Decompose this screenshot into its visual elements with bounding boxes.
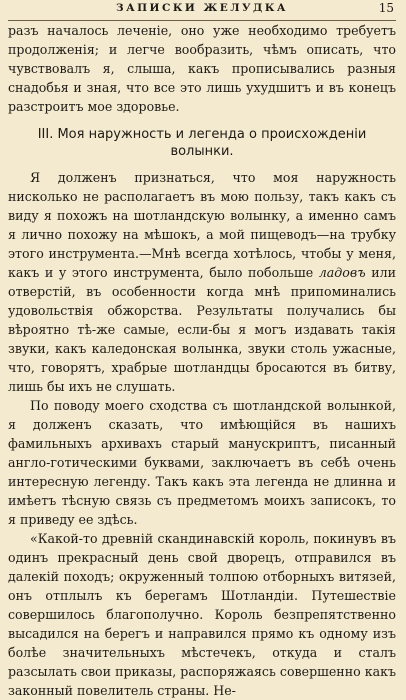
paragraph-manuscript: По поводу моего сходства съ шотландской волынкой, я долженъ сказать, что имѣющійся въ нашихъ фамильныхъ архивахъ старый манускриптъ, писанный англо-готическими буквами, заключаетъ въ себѣ очень интересную легенду. Такъ какъ эта легенда не длинна и имѣетъ тѣсную связь съ предметомъ моихъ записокъ, то я приведу ее здѣсь. xyxy=(8,398,396,527)
page-body xyxy=(8,21,396,700)
paragraph-text: Я долженъ признаться, что моя наружность нисколько не располагаетъ въ мою пользу, такъ какъ съ виду я похожъ на шотландскую волынку, а именно самъ я лично похожу на мѣшокъ, а мой пищеводъ—на трубку этого инструмента.—Мнѣ всегда хотѣлось, чтобы у меня, какъ и у этого инструмента, было побольше xyxy=(8,170,396,280)
paragraph-legend: «Какой-то древній скандинавскій король, покинувъ въ одинъ прекрасный день свой дворецъ, отправился въ далекій походъ; окруженный толпою отборныхъ витязей, онъ отплылъ къ берегамъ Шотландіи. Путешествіе совершилось благополучно. Король безпрепятственно высадился на берегъ и направился прямо къ одному изъ болѣе значительныхъ мѣстечекъ, откуда и сталъ разсылать свои приказы, распоряжаясь совершенно какъ законный повелитель страны. Не- xyxy=(8,531,396,698)
italic-word: ладовъ xyxy=(318,265,366,280)
running-title: ЗАПИСКИ ЖЕЛУДКА xyxy=(116,2,288,14)
chapter-heading: III. Моя наружность и легенда о происхожденіи волынки. xyxy=(37,127,367,159)
paragraph-appearance xyxy=(8,168,396,396)
paragraph-continuation: разъ началось леченіе, оно уже необходимо требуетъ продолженія; и легче вообразить, чѣмъ описать, что чувствовалъ я, слыша, какъ прописывались разныя снадобья и зная, что все это лишь ухудшитъ и въ конецъ разстроитъ мое здоровье. xyxy=(8,23,396,114)
page-header xyxy=(8,0,396,21)
page-number: 15 xyxy=(378,1,394,15)
paragraph-text: или отверстій, въ особенности когда мнѣ припоминались удовольствія обжорства. Результаты получались бы вѣроятно тѣ-же самые, если-бы я могъ издавать такія звуки, какъ каледонская волынка, звуки столь ужасные, что, говорятъ, храбрые шотландцы бросаются въ битву, лишь бы ихъ не слушать. xyxy=(8,265,396,394)
